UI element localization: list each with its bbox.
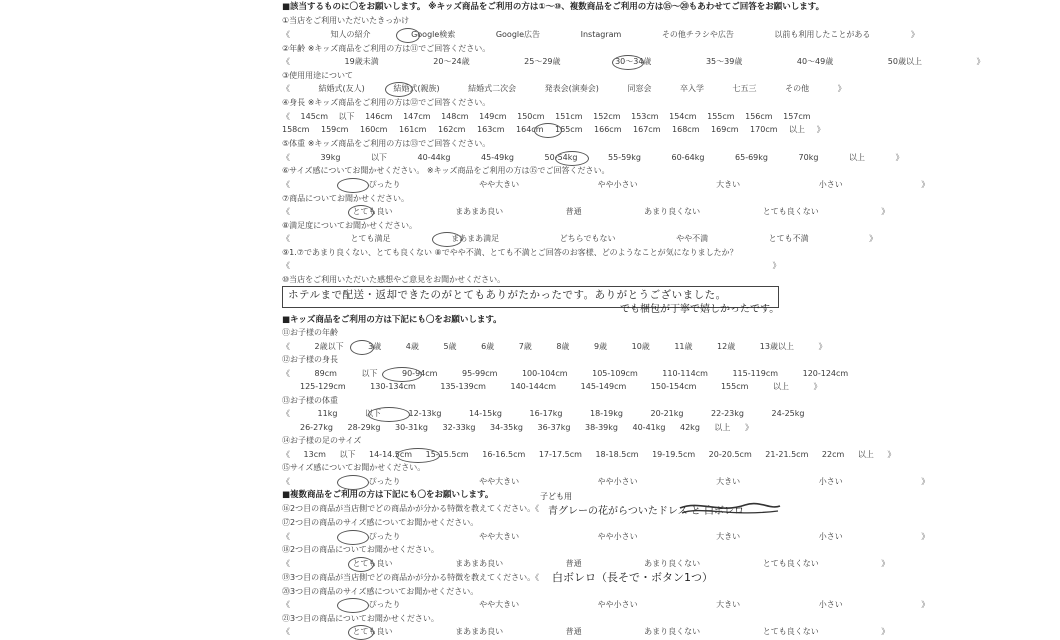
q9-answer: 《 》: [282, 261, 781, 270]
q11-options: 《 2歳以下 3歳 4歳 5歳 6歳 7歳 8歳 9歳 10歳 11歳 12歳 13歳以上 》: [282, 342, 827, 351]
scribble-line-2: [682, 511, 778, 513]
q2-options: 《 19歳未満 20〜24歳 25〜29歳 30〜34歳 35〜39歳 40〜49歳 50歳以上 》: [282, 57, 985, 66]
question-17: ⑰2つ目の商品のサイズ感についてお聞かせください。: [282, 518, 479, 527]
q13-options-row2: 26-27kg 28-29kg 30-31kg 32-33kg 34-35kg 36-37kg 38-39kg 40-41kg 42kg 以上 》: [300, 423, 753, 432]
question-3: ③使用用途について: [282, 71, 354, 80]
q13-options-row1: 《 11kg 以下 12-13kg 14-15kg 16-17kg 18-19kg 20-21kg 22-23kg 24-25kg: [282, 409, 805, 418]
question-7: ⑦商品についてお聞かせください。: [282, 194, 410, 203]
handwritten-comment-line1: ホテルまで配送・返却できたのがとてもありがたかったです。ありがとうございました。: [288, 289, 727, 301]
question-4: ④身長 ※キッズ商品をご利用の方は⑫でご回答ください。: [282, 98, 491, 107]
q12-options-row1: 《 89cm 以下 90-94cm 95-99cm 100-104cm 105-109cm 110-114cm 115-119cm 120-124cm: [282, 369, 849, 378]
q15-options: 《 ぴったり やや大きい やや小さい 大きい 小さい 》: [282, 477, 930, 486]
question-14: ⑭お子様の足のサイズ: [282, 436, 362, 445]
q6-options: 《 ぴったり やや大きい やや小さい 大きい 小さい 》: [282, 180, 930, 189]
question-11: ⑪お子様の年齢: [282, 328, 338, 337]
question-8: ⑧満足度についてお聞かせください。: [282, 221, 418, 230]
question-15: ⑮サイズ感についてお聞かせください。: [282, 463, 426, 472]
question-6: ⑥サイズ感についてお聞かせください。 ※キッズ商品をご利用の方は⑮でご回答ください。: [282, 166, 610, 175]
q20-options: 《 ぴったり やや大きい やや小さい 大きい 小さい 》: [282, 600, 930, 609]
q7-options: 《 とても良い まあまあ良い 普通 あまり良くない とても良くない 》: [282, 207, 890, 216]
q4-options-row2: 158cm 159cm 160cm 161cm 162cm 163cm 164cm 165cm 166cm 167cm 168cm 169cm 170cm 以上 》: [282, 125, 825, 134]
q18-options: 《 とても良い まあまあ良い 普通 あまり良くない とても良くない 》: [282, 559, 890, 568]
q21-options: 《 とても良い まあまあ良い 普通 あまり良くない とても良くない 》: [282, 627, 890, 636]
q4-options-row1: 《 145cm 以下 146cm 147cm 148cm 149cm 150cm 151cm 152cm 153cm 154cm 155cm 156cm 157cm: [282, 112, 811, 121]
question-9: ⑨1.⑦であまり良くない、とても良くない ⑧でやや不満、とても不満とご回答のお客様、どのようなことが気になりましたか？: [282, 248, 738, 257]
handwritten-item2: 青グレーの花がらついたドレス と 白ボレロ: [548, 506, 744, 517]
section-header-multi: ■複数商品をご利用の方は下記にも〇をお願いします。: [282, 490, 494, 500]
question-19: ⑲3つ目の商品が当店側でどの商品かが分かる特徴を教えてください。《: [282, 573, 540, 582]
question-16: ⑯2つ目の商品が当店側でどの商品かが分かる特徴を教えてください。《: [282, 504, 540, 513]
question-2: ②年齢 ※キッズ商品をご利用の方は⑪でご回答ください。: [282, 44, 491, 53]
question-10: ⑩当店をご利用いただいた感想やご意見をお聞かせください。: [282, 275, 506, 284]
scribble-line-1: [680, 504, 780, 509]
question-20: ⑳3つ目の商品のサイズ感についてお聞かせください。: [282, 587, 479, 596]
q14-options: 《 13cm 以下 14-14.5cm 15-15.5cm 16-16.5cm 17-17.5cm 18-18.5cm 19-19.5cm 20-20.5cm 21-21.5cm 22cm 以上 》: [282, 450, 896, 459]
question-1: ①当店をご利用いただいたきっかけ: [282, 16, 410, 25]
q1-options: 《 知人の紹介 Google検索 Google広告 Instagram その他チラシや広告 以前も利用したことがある 》: [282, 30, 919, 39]
question-13: ⑬お子様の体重: [282, 396, 338, 405]
handwritten-item2-note: 子ども用: [540, 492, 572, 501]
question-5: ⑤体重 ※キッズ商品をご利用の方は⑬でご回答ください。: [282, 139, 491, 148]
q12-options-row2: 125-129cm 130-134cm 135-139cm 140-144cm 145-149cm 150-154cm 155cm 以上 》: [300, 382, 822, 391]
question-12: ⑫お子様の身長: [282, 355, 338, 364]
section-header-kids: ■キッズ商品をご利用の方は下記にも〇をお願いします。: [282, 315, 502, 325]
q17-options: 《 ぴったり やや大きい やや小さい 大きい 小さい 》: [282, 532, 930, 541]
q3-options: 《 結婚式(友人) 結婚式(親族) 結婚式二次会 発表会(演奏会) 同窓会 卒入学 七五三 その他 》: [282, 84, 846, 93]
question-21: ㉑3つ目の商品についてお聞かせください。: [282, 614, 439, 623]
question-18: ⑱2つ目の商品についてお聞かせください。: [282, 545, 439, 554]
q8-options: 《 とても満足 まあまあ満足 どちらでもない やや不満 とても不満 》: [282, 234, 878, 243]
handwritten-comment-line2: でも梱包が丁寧で嬉しかったです。: [620, 304, 780, 315]
handwritten-item3: 白ボレロ（長そで・ボタン1つ）: [552, 571, 713, 584]
q5-options: 《 39kg 以下 40-44kg 45-49kg 50-54kg 55-59kg 60-64kg 65-69kg 70kg 以上 》: [282, 153, 904, 162]
section-header-main: ■該当するものに〇をお願いします。 ※キッズ商品をご利用の方は①〜⑩、複数商品をご利用の方は⑮〜⑳もあわせてご回答をお願いします。: [282, 2, 825, 12]
